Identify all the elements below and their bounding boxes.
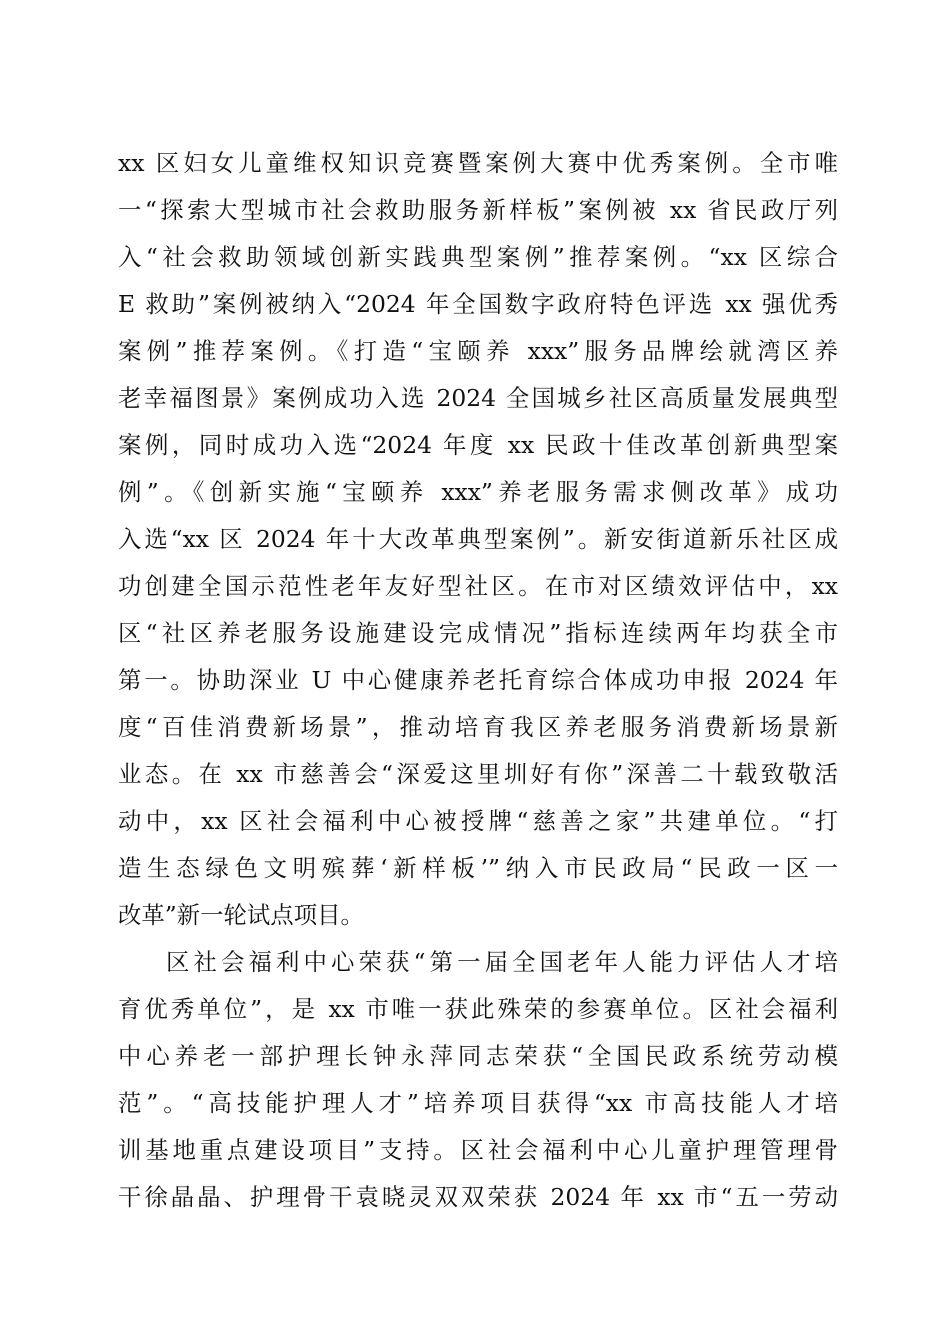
body-text: [118, 140, 838, 1221]
text-line: 案例”推荐案例。《打造“宝颐养 xxx”服务品牌绘就湾区养: [118, 337, 838, 365]
text-line: 区社会福利中心荣获“第一届全国老年人能力评估人才培: [166, 948, 838, 976]
text-line: 例”。《创新实施“宝颐养 xxx”养老服务需求侧改革》成功: [118, 478, 838, 506]
paragraph-1: [118, 140, 838, 939]
text-line: 功创建全国示范性老年友好型社区。在市对区绩效评估中，xx: [118, 572, 838, 600]
text-line: 育优秀单位”，是 xx 市唯一获此殊荣的参赛单位。区社会福利: [118, 995, 838, 1023]
text-line: 中心养老一部护理长钟永萍同志荣获“全国民政系统劳动模: [118, 1042, 838, 1070]
paragraph-2: [118, 939, 838, 1221]
text-line: 度“百佳消费新场景”，推动培育我区养老服务消费新场景新: [118, 713, 838, 741]
text-line: 干徐晶晶、护理骨干袁晓灵双双荣获 2024 年 xx 市“五一劳动: [118, 1183, 838, 1211]
text-line: 造生态绿色文明殡葬‘新样板’”纳入市民政局“民政一区一: [118, 854, 838, 882]
text-line: 训基地重点建设项目”支持。区社会福利中心儿童护理管理骨: [118, 1136, 838, 1164]
text-line: 老幸福图景》案例成功入选 2024 全国城乡社区高质量发展典型: [118, 384, 838, 412]
text-line: E 救助”案例被纳入“2024 年全国数字政府特色评选 xx 强优秀: [118, 290, 838, 318]
text-line: 业态。在 xx 市慈善会“深爱这里圳好有你”深善二十载致敬活: [118, 760, 838, 788]
text-line: 一“探索大型城市社会救助服务新样板”案例被 xx 省民政厅列: [118, 196, 838, 224]
text-line: xx 区妇女儿童维权知识竞赛暨案例大赛中优秀案例。全市唯: [118, 149, 838, 177]
text-line: 动中，xx 区社会福利中心被授牌“慈善之家”共建单位。“打: [118, 807, 838, 835]
text-line: 改革”新一轮试点项目。: [118, 901, 364, 929]
text-line: 范”。“高技能护理人才”培养项目获得“xx 市高技能人才培: [118, 1089, 838, 1117]
text-line: 区“社区养老服务设施建设完成情况”指标连续两年均获全市: [118, 619, 838, 647]
text-line: 入选“xx 区 2024 年十大改革典型案例”。新安街道新乐社区成: [118, 525, 838, 553]
text-line: 第一。协助深业 U 中心健康养老托育综合体成功申报 2024 年: [118, 666, 838, 694]
text-line: 入“社会救助领域创新实践典型案例”推荐案例。“xx 区综合: [118, 243, 838, 271]
text-line: 案例，同时成功入选“2024 年度 xx 民政十佳改革创新典型案: [118, 431, 838, 459]
